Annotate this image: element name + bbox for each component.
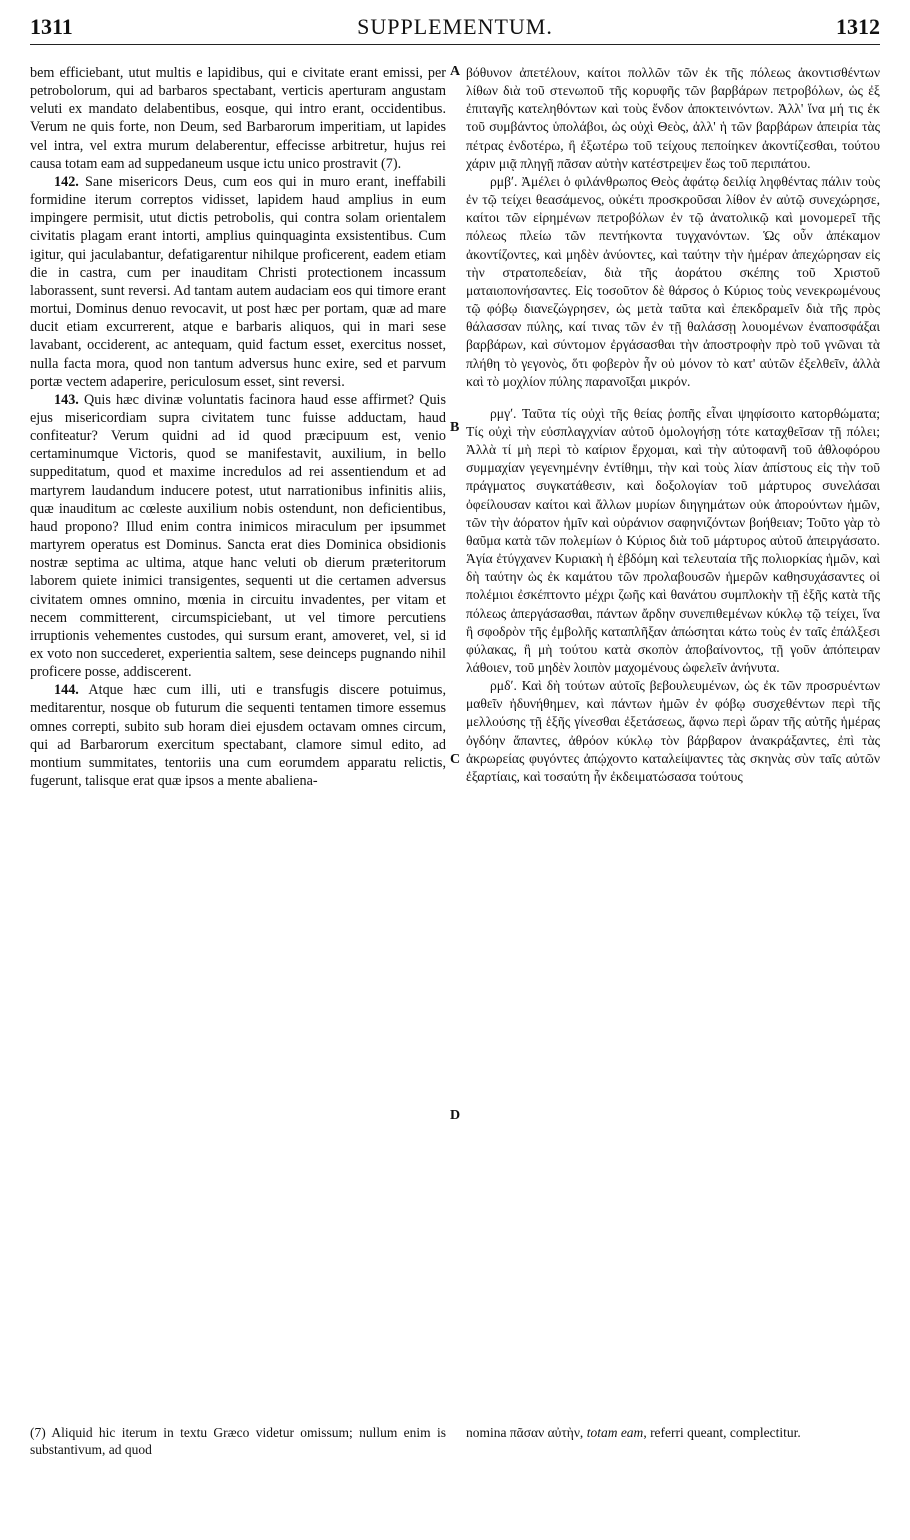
greek-section-number-143: ρμγʹ. (490, 405, 517, 421)
margin-marker-a: A (450, 64, 461, 79)
footnote-italic: totam eam (586, 1425, 644, 1440)
greek-paragraph-intro: βόθυνον ἀπετέλουν, καίτοι πολλῶν τῶν ἐκ τῆς πόλεως ἀκοντισθέντων λίθων διὰ τοῦ στενωποῦ τῆς κορυφῆς τῶν βαρβάρων πετροβόλων, ὡς ἐξ ἐπιταγῆς κατεληθόντων καὶ τοὺς ἔνδον ἀποκτεινόντων. Ἀλλ' ἵνα μή τις ἐκ τοῦ συμβάντος ὑπολάβοι, ὡς οὐχὶ Θεὸς, ἀλλ' ἡ τῶν βαρβάρων ἀπειρία τὰς πέτρας ἐνδοτέρω, ἢ ἐξωτέρω τοῦ τείχους πεποίηκεν ἀκοντίζεσθαι, τούτου χάριν μιᾷ πληγῇ πᾶσαν αὐτὴν κατέστρεψεν ἕως τοῦ περιπάτου. (466, 65, 880, 171)
section-number-143: 143. (54, 391, 79, 408)
latin-paragraph-144 (30, 681, 446, 790)
footnote-text-continuation (466, 1424, 880, 1441)
greek-column (466, 64, 880, 786)
latin-text-142: Sane misericors Deus, cum eos qui in muro erant, ineffabili formidine iterum correptos vidisset, lapidem haud amplius in eum impingere permisit, utut dictis petrobolis, qui contra solam orientalem civitatis plagam erant intorti, amplius quinquaginta exsistentibus. Cum igitur, qui jaculabantur, defatigarentur nihilque proficerent, eadem etiam die in castra, cum per inauditam Christi protectionem incassum laborassent, sunt reversi. Ad tantam autem audaciam eos qui timore erant mortui, Dominus denuo revocavit, ut post hæc per portam, quæ ad mare ducit etiam excurrerent, atque e barbaris aliquos, qui in mari sese lavabant, occiderent, ac antequam, quid factum esset, exercitus nosset, nulla facta mora, quod non tantum adversus hunc exire, sed et parvum portæ vectem adaperire, periculosum esset, sint reversi. (30, 173, 446, 390)
latin-paragraph-143 (30, 391, 446, 682)
greek-text-143: Ταῦτα τίς οὐχὶ τῆς θείας ῥοπῆς εἶναι ψηφίσοιτο κατορθώματα; Τίς οὐχὶ τὴν εὐσπλαγχνίαν αὐτοῦ ὁμολογήσῃ τότε καταχθεῖσαν τῇ πόλει; Ἀλλὰ τί μὴ περὶ τὸ καίριον ἔρχομαι, καὶ τὴν αὐτοφανῆ τοῦ ἀθλοφόρου συμμαχίαν γεγενημένην ἐντίθημι, τὴν καὶ τοὺς λίαν ἀπίστους εἰς τὴν τοῦ πράγματος συγκατάθεσιν, καὶ δοξολογίαν τοῦ μάρτυρος συνελάσαι ὀφείλουσαν καίτοι καὶ ἄλλων μυρίων διηγημάτων οὐκ ἀπορούντων ἡμῶν, τῶν τὴν ἀόρατον ἡμῖν καὶ οὐράνιον σαφηνιζόντων βοήθειαν; Τοῦτο γὰρ τὸ θαῦμα κατὰ τῶν πολεμίων ὁ Κύριος διὰ τοῦ μάρτυρος αὐτοῦ ἀπειργάσατο. Ἁγία ἐτύγχανεν Κυριακὴ ἡ ἑβδόμη καὶ τελευταία τῆς πολιορκίας ἡμῶν, καὶ δὴ ταύτην ὡς ἐκ καμάτου τῶν προλαβουσῶν ἡμερῶν καθησυχάσαντες οἱ πολέμιοι ἐσκέπτοντο μέχρι ζωῆς καὶ θανάτου συμπλοκὴν τῇ ἑξῆς κατὰ τῆς πόλεως ἀπεργάσασθαι, πάντων ἄρδην συνεπιθεμένων κύκλῳ τῷ τείχει, ἵνα ἢ σφοδρὸν τῆς ἐμβολῆς καταπλῆξαν ἀπώσηται κάτω τοὺς ἐν ταῖς ἐπάλξεσι φύλακας, ἢ μὴ τούτου κατὰ σκοπὸν ἀποβαίνοντος, τῇ γοῦν ἀπόπειραν λάθοιεν, τοῦ μηδὲν λοιπὸν μαχομένους ὠφελεῖν ἀνήνυτα. (466, 405, 880, 675)
greek-paragraph-144 (466, 677, 880, 786)
latin-paragraph-intro: bem efficiebant, utut multis e lapidibus, qui e civitate erant emissi, per petrobolorum, qui ad barbaros spectabant, verticis aperturam angustam veluti ex mandato delabentibus, eosque, qui intro erant, occidentibus. Verum ne quis forte, non Deum, sed Barbarorum imperitiam, ut lapides vel intra, vel extra murum delaberentur, effecisse arbitretur, hujus rei causa totam eam ad suppedaneum usque ictu unico prostravit (7). (30, 65, 446, 172)
greek-paragraph-143 (466, 405, 880, 677)
greek-paragraph-142 (466, 173, 880, 391)
page-header (30, 8, 880, 45)
footnote-latin (30, 1424, 446, 1458)
running-title: SUPPLEMENTUM. (357, 14, 553, 39)
latin-text-143: Quis hæc divinæ voluntatis facinora haud esse affirmet? Quis ejus misericordiam supra civitatem tunc fuisse adductam, haud confiteatur? Verum quidni ad id quod præcipuum est, venio certaminumque Victoris, quod se manifestavit, auxilium, in bello suppeditatum, quod et maxime incredulos ad rei assentiendum et ad martyrem laudandum inducere potest, utut narrationibus infinitis aliis, quæ inauditum ac cœleste auxilium nobis ostendunt, non deficientibus, haud propono? Illud enim contra inimicos miraculum per ipsummet martyrem operatus est Dominus. Sancta erat dies Dominica obsidionis nostræ septima ac ultima, atque hanc veluti ob dierum præteritorum laborem quiete inimici transigentes, sequenti ut die certamen adversus civitatem omnes omnino, mœnia in circuitu invadentes, per vitam et necem committerent, circumspiciebant, ut vel timore percutiens irruptionis vehementes custodes, qui sursum erant, amoveret, vel, si id ex voto non succederet, experientia saltem, sese deinceps pugnando nihil proficere posse, addiscerent. (30, 391, 447, 681)
footnote-part-b: , referri queant, complectitur. (643, 1425, 801, 1440)
page-number-right: 1312 (836, 14, 880, 39)
greek-text-142: Ἀμέλει ὁ φιλάνθρωπος Θεὸς ἀφάτῳ δειλίᾳ ληφθέντας πάλιν τοὺς ἐν τῷ τείχει θεασάμενος, οὐκέτι προσκροῦσαι λίθον ἐν αὐτῷ συνεχώρησε, καίτοι τῶν εἰρημένων πετροβόλων ἐν τῷ ἀνατολικῷ καὶ μονομερεῖ τῆς πόλεως πλείω τῶν πεντήκοντα τυγχανόντων. Ὡς οὖν ἀπέκαμον ἀκοντίζοντες, καὶ μηδὲν ἀνύοντες, καὶ ταύτην τὴν ἡμέραν ἀπεχώρησαν εἰς τὴν στρατοπεδείαν, διὰ τῆς ἀοράτου σκέπης τοῦ Χριστοῦ ματαιοπονήσαντες. Εἰς τοσοῦτον δὲ θάρσος ὁ Κύριος τοὺς νενεκρωμένους τῷ φόβῳ διανεζώγρησεν, ὡς μετὰ ταῦτα καὶ ἐπεκδραμεῖν διὰ τῆς πρὸς θάλασσαν πύλης, καί τινας τῶν ἐν τῇ θαλάσσῃ λουομένων ἐναποσφάξαι βαρβάρων, καὶ σύντομον ἐργάσασθαι τὴν ἀποστροφὴν πρὸ τοῦ γνῶναι τὰ πλήθη τὸ γεγονὸς, ὅτι φοβερὸν ἦν οὐ μόνον τὸ κατ' αὐτῶν ἐξελθεῖν, ἀλλὰ καὶ τὸ μοχλίον πύλης παρανοῖξαι μικρόν. (466, 173, 880, 389)
footnote-part-a: nomina πᾶσαν αὐτὴν, (466, 1425, 587, 1440)
paragraph-gap (466, 391, 880, 405)
section-number-144: 144. (54, 682, 79, 699)
greek-section-number-142: ρμβʹ. (490, 173, 518, 189)
latin-paragraph-142 (30, 173, 446, 391)
margin-marker-c: C (450, 752, 461, 767)
greek-section-number-144: ρμδʹ. (490, 678, 517, 694)
margin-marker-b: B (450, 420, 460, 435)
latin-text-144: Atque hæc cum illi, uti e transfugis discere potuimus, meditarentur, nosque ob futurum die sequenti tentamen timore essemus omnes correpti, subito sub horam diei ejusdem octavam omnes circum, qui ad Barbarorum exercitum spectabant, clamore simul edito, ad montium summitates, tentoriis una cum eorumdem apparatu relictis, fugerunt, talisque erat quæ ipsos a mente abaliena- (30, 682, 447, 790)
footnote-text-latin: (7) Aliquid hic iterum in textu Græco videtur omissum; nullum enim is substantivum, ad quod (30, 1425, 446, 1457)
greek-text-144: Καὶ δὴ τούτων αὐτοῖς βεβουλευμένων, ὡς ἐκ τῶν προσρυέντων μαθεῖν ἠδυνήθημεν, καὶ πάντων ἡμῶν ἐν φόβῳ συσχεθέντων περὶ τῆς μελλούσης τῇ ἑξῆς γίνεσθαι ἐξετάσεως, ἄφνω περὶ ὥραν τῆς αὐτῆς ἡμέρας ὀγδόην ἅπαντες, ἀθρόον κύκλῳ τὸν βάρβαρον ἀνακράξαντες, ἐπὶ τὰς ἀκρωρείας φυγόντες ἀπῴχοντο καταλείψαντες τὰς σκηνὰς σὺν ταῖς αὐτῶν ἐξαρτίαις, καὶ τοσαύτη ἦν ἐκδειματώσασα τούτους (466, 678, 880, 784)
footnote-continuation (466, 1424, 880, 1441)
latin-column (30, 64, 446, 790)
section-number-142: 142. (54, 173, 79, 190)
page-number-left: 1311 (30, 14, 73, 39)
margin-marker-d: D (450, 1108, 461, 1123)
